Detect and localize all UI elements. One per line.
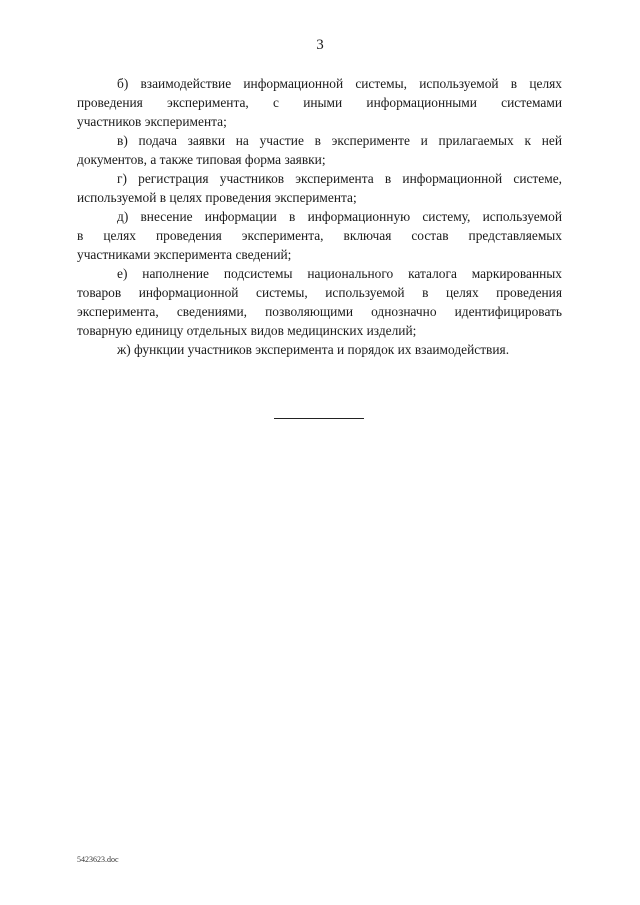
list-item-e bbox=[77, 264, 562, 340]
end-divider-line bbox=[274, 418, 364, 419]
text-line: е) наполнение подсистемы национального каталога маркированных bbox=[117, 266, 562, 281]
text-line: товаров информационной системы, используемой в целях проведения bbox=[77, 285, 562, 300]
text-line: д) внесение информации в информационную систему, используемой bbox=[117, 209, 562, 224]
text-line: участников эксперимента; bbox=[77, 114, 227, 129]
text-line: используемой в целях проведения эксперимента; bbox=[77, 190, 357, 205]
text-line: г) регистрация участников эксперимента в информационной системе, bbox=[117, 171, 562, 186]
text-line: участниками эксперимента сведений; bbox=[77, 247, 292, 262]
list-item-g bbox=[77, 169, 562, 207]
list-item-zh bbox=[77, 340, 562, 359]
list-item-d bbox=[77, 207, 562, 264]
text-line: в) подача заявки на участие в эксперименте и прилагаемых к ней bbox=[117, 133, 562, 148]
text-line: ж) функции участников эксперимента и порядок их взаимодействия. bbox=[117, 342, 510, 357]
text-line: эксперимента, сведениями, позволяющими однозначно идентифицировать bbox=[77, 304, 562, 319]
text-line: в целях проведения эксперимента, включая состав представляемых bbox=[77, 228, 562, 243]
document-body bbox=[77, 74, 562, 359]
list-item-v bbox=[77, 131, 562, 169]
text-line: б) взаимодействие информационной системы, используемой в целях bbox=[117, 76, 562, 91]
text-line: документов, а также типовая форма заявки; bbox=[77, 152, 326, 167]
page-number: 3 bbox=[316, 37, 324, 53]
document-file-code: 5423623.doc bbox=[77, 855, 119, 864]
list-item-b bbox=[77, 74, 562, 131]
text-line: товарную единицу отдельных видов медицинских изделий; bbox=[77, 323, 417, 338]
text-line: проведения эксперимента, с иными информационными системами bbox=[77, 95, 562, 110]
